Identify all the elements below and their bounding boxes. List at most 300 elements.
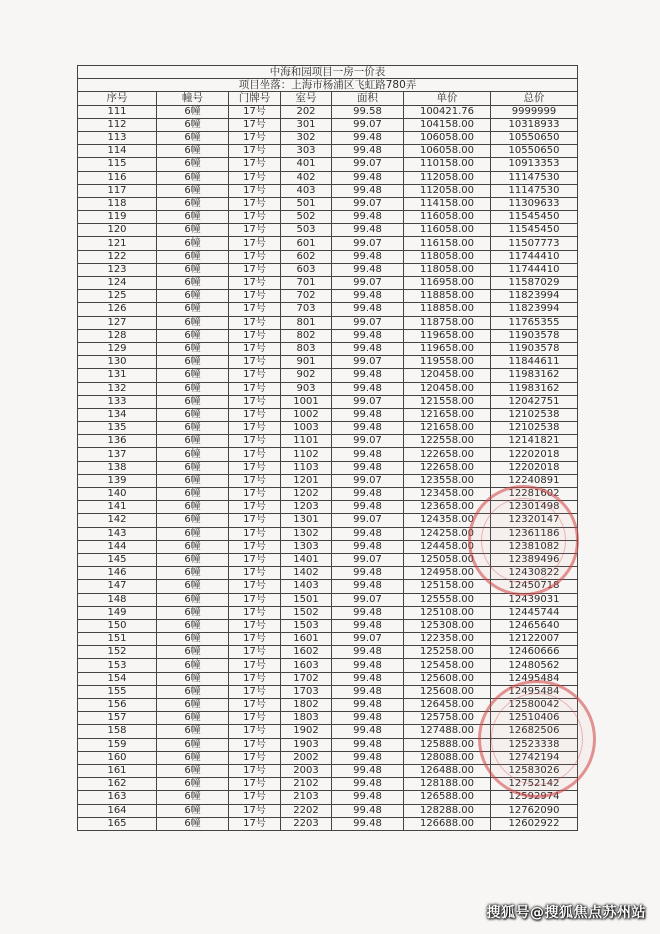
cell-building: 6幢 (157, 303, 229, 316)
table-row (78, 303, 578, 316)
cell-building: 6幢 (157, 817, 229, 830)
cell-total-price: 12523338 (491, 738, 578, 751)
table-row (78, 659, 578, 672)
cell-serial: 150 (78, 619, 157, 632)
cell-room: 2202 (281, 804, 332, 817)
cell-area: 99.48 (332, 145, 404, 158)
project-location: 项目坐落：上海市杨浦区飞虹路780弄 (78, 79, 578, 92)
cell-door-number: 17号 (229, 290, 281, 303)
cell-serial: 147 (78, 580, 157, 593)
cell-total-price: 12742194 (491, 751, 578, 764)
cell-area: 99.48 (332, 184, 404, 197)
cell-door-number: 17号 (229, 817, 281, 830)
cell-building: 6幢 (157, 448, 229, 461)
table-row (78, 791, 578, 804)
cell-serial: 111 (78, 105, 157, 118)
table-row (78, 290, 578, 303)
cell-serial: 137 (78, 448, 157, 461)
cell-door-number: 17号 (229, 751, 281, 764)
cell-area: 99.48 (332, 408, 404, 421)
cell-door-number: 17号 (229, 778, 281, 791)
table-row (78, 435, 578, 448)
cell-unit-price: 119658.00 (404, 329, 491, 342)
cell-unit-price: 125608.00 (404, 672, 491, 685)
cell-area: 99.48 (332, 342, 404, 355)
cell-total-price: 12320147 (491, 514, 578, 527)
table-row (78, 197, 578, 210)
cell-serial: 165 (78, 817, 157, 830)
cell-total-price: 11844611 (491, 356, 578, 369)
cell-room: 2102 (281, 778, 332, 791)
cell-total-price: 12202018 (491, 448, 578, 461)
cell-room: 1301 (281, 514, 332, 527)
cell-unit-price: 116058.00 (404, 211, 491, 224)
cell-door-number: 17号 (229, 527, 281, 540)
cell-room: 403 (281, 184, 332, 197)
cell-room: 2103 (281, 791, 332, 804)
cell-door-number: 17号 (229, 263, 281, 276)
cell-door-number: 17号 (229, 158, 281, 171)
cell-room: 1302 (281, 527, 332, 540)
cell-serial: 127 (78, 316, 157, 329)
cell-door-number: 17号 (229, 184, 281, 197)
cell-room: 1101 (281, 435, 332, 448)
cell-total-price: 12495484 (491, 672, 578, 685)
cell-door-number: 17号 (229, 461, 281, 474)
table-row (78, 224, 578, 237)
table-row (78, 211, 578, 224)
cell-room: 503 (281, 224, 332, 237)
cell-total-price: 12102538 (491, 422, 578, 435)
cell-unit-price: 121558.00 (404, 395, 491, 408)
cell-building: 6幢 (157, 672, 229, 685)
cell-unit-price: 128288.00 (404, 804, 491, 817)
cell-serial: 126 (78, 303, 157, 316)
cell-total-price: 10550650 (491, 131, 578, 144)
cell-serial: 149 (78, 606, 157, 619)
cell-room: 1402 (281, 567, 332, 580)
cell-total-price: 11765355 (491, 316, 578, 329)
cell-room: 1203 (281, 501, 332, 514)
cell-serial: 143 (78, 527, 157, 540)
cell-total-price: 12445744 (491, 606, 578, 619)
cell-room: 1602 (281, 646, 332, 659)
cell-total-price: 12465640 (491, 619, 578, 632)
cell-room: 1802 (281, 699, 332, 712)
cell-area: 99.48 (332, 303, 404, 316)
cell-unit-price: 116158.00 (404, 237, 491, 250)
cell-area: 99.07 (332, 395, 404, 408)
cell-building: 6幢 (157, 751, 229, 764)
cell-room: 1001 (281, 395, 332, 408)
cell-serial: 148 (78, 593, 157, 606)
cell-door-number: 17号 (229, 764, 281, 777)
cell-area: 99.48 (332, 804, 404, 817)
cell-area: 99.07 (332, 435, 404, 448)
cell-building: 6幢 (157, 395, 229, 408)
cell-room: 1202 (281, 488, 332, 501)
cell-door-number: 17号 (229, 606, 281, 619)
cell-building: 6幢 (157, 778, 229, 791)
cell-serial: 142 (78, 514, 157, 527)
table-row (78, 633, 578, 646)
cell-total-price: 12480562 (491, 659, 578, 672)
cell-serial: 144 (78, 540, 157, 553)
cell-door-number: 17号 (229, 105, 281, 118)
cell-serial: 115 (78, 158, 157, 171)
cell-room: 1903 (281, 738, 332, 751)
cell-building: 6幢 (157, 329, 229, 342)
cell-unit-price: 126458.00 (404, 699, 491, 712)
cell-area: 99.48 (332, 672, 404, 685)
cell-building: 6幢 (157, 250, 229, 263)
cell-room: 2203 (281, 817, 332, 830)
cell-room: 1303 (281, 540, 332, 553)
table-row (78, 263, 578, 276)
official-seal-stamp (468, 485, 579, 596)
cell-door-number: 17号 (229, 567, 281, 580)
cell-room: 603 (281, 263, 332, 276)
cell-unit-price: 123458.00 (404, 488, 491, 501)
cell-building: 6幢 (157, 145, 229, 158)
cell-area: 99.07 (332, 593, 404, 606)
cell-serial: 138 (78, 461, 157, 474)
cell-building: 6幢 (157, 408, 229, 421)
cell-room: 1803 (281, 712, 332, 725)
cell-area: 99.48 (332, 448, 404, 461)
cell-building: 6幢 (157, 356, 229, 369)
cell-serial: 153 (78, 659, 157, 672)
cell-unit-price: 121658.00 (404, 422, 491, 435)
cell-total-price: 11744410 (491, 263, 578, 276)
cell-building: 6幢 (157, 461, 229, 474)
cell-serial: 120 (78, 224, 157, 237)
cell-area: 99.07 (332, 118, 404, 131)
cell-area: 99.48 (332, 211, 404, 224)
cell-area: 99.48 (332, 224, 404, 237)
cell-total-price: 12281602 (491, 488, 578, 501)
cell-total-price: 11587029 (491, 277, 578, 290)
cell-door-number: 17号 (229, 277, 281, 290)
cell-unit-price: 119558.00 (404, 356, 491, 369)
cell-room: 902 (281, 369, 332, 382)
cell-unit-price: 124258.00 (404, 527, 491, 540)
cell-serial: 141 (78, 501, 157, 514)
table-row (78, 422, 578, 435)
cell-serial: 113 (78, 131, 157, 144)
cell-room: 701 (281, 277, 332, 290)
cell-unit-price: 125058.00 (404, 553, 491, 566)
cell-building: 6幢 (157, 369, 229, 382)
cell-building: 6幢 (157, 514, 229, 527)
cell-serial: 158 (78, 725, 157, 738)
cell-area: 99.48 (332, 817, 404, 830)
header-row (78, 92, 578, 105)
cell-door-number: 17号 (229, 145, 281, 158)
cell-area: 99.48 (332, 250, 404, 263)
cell-area: 99.48 (332, 764, 404, 777)
cell-unit-price: 112058.00 (404, 171, 491, 184)
cell-total-price: 11147530 (491, 171, 578, 184)
cell-room: 901 (281, 356, 332, 369)
cell-room: 802 (281, 329, 332, 342)
cell-area: 99.48 (332, 725, 404, 738)
cell-area: 99.48 (332, 685, 404, 698)
cell-serial: 130 (78, 356, 157, 369)
cell-door-number: 17号 (229, 237, 281, 250)
cell-door-number: 17号 (229, 646, 281, 659)
cell-unit-price: 104158.00 (404, 118, 491, 131)
cell-serial: 146 (78, 567, 157, 580)
cell-door-number: 17号 (229, 131, 281, 144)
cell-serial: 155 (78, 685, 157, 698)
cell-building: 6幢 (157, 580, 229, 593)
cell-door-number: 17号 (229, 197, 281, 210)
cell-unit-price: 128088.00 (404, 751, 491, 764)
cell-total-price: 12752142 (491, 778, 578, 791)
cell-building: 6幢 (157, 316, 229, 329)
table-row (78, 619, 578, 632)
cell-room: 1501 (281, 593, 332, 606)
header-serial: 序号 (78, 92, 157, 105)
cell-building: 6幢 (157, 725, 229, 738)
cell-unit-price: 122658.00 (404, 448, 491, 461)
cell-unit-price: 120458.00 (404, 369, 491, 382)
cell-building: 6幢 (157, 646, 229, 659)
cell-unit-price: 106058.00 (404, 145, 491, 158)
cell-building: 6幢 (157, 685, 229, 698)
cell-building: 6幢 (157, 540, 229, 553)
cell-door-number: 17号 (229, 211, 281, 224)
cell-area: 99.48 (332, 422, 404, 435)
cell-door-number: 17号 (229, 553, 281, 566)
cell-total-price: 12602922 (491, 817, 578, 830)
cell-serial: 118 (78, 197, 157, 210)
cell-area: 99.48 (332, 712, 404, 725)
cell-unit-price: 126488.00 (404, 764, 491, 777)
cell-total-price: 12450718 (491, 580, 578, 593)
cell-area: 99.48 (332, 659, 404, 672)
cell-room: 1003 (281, 422, 332, 435)
table-row (78, 342, 578, 355)
cell-door-number: 17号 (229, 672, 281, 685)
cell-area: 99.48 (332, 171, 404, 184)
cell-total-price: 10318933 (491, 118, 578, 131)
cell-room: 601 (281, 237, 332, 250)
cell-room: 1002 (281, 408, 332, 421)
cell-unit-price: 122358.00 (404, 633, 491, 646)
watermark-text: 搜狐号@搜狐焦点苏州站 (486, 905, 646, 921)
cell-unit-price: 128188.00 (404, 778, 491, 791)
cell-door-number: 17号 (229, 422, 281, 435)
table-row (78, 448, 578, 461)
cell-area: 99.48 (332, 699, 404, 712)
cell-door-number: 17号 (229, 329, 281, 342)
cell-room: 401 (281, 158, 332, 171)
table-row (78, 184, 578, 197)
cell-room: 202 (281, 105, 332, 118)
cell-total-price: 12102538 (491, 408, 578, 421)
cell-area: 99.07 (332, 237, 404, 250)
cell-serial: 117 (78, 184, 157, 197)
cell-building: 6幢 (157, 422, 229, 435)
cell-unit-price: 123558.00 (404, 474, 491, 487)
cell-unit-price: 125158.00 (404, 580, 491, 593)
cell-building: 6幢 (157, 211, 229, 224)
cell-area: 99.07 (332, 316, 404, 329)
table-row (78, 131, 578, 144)
cell-building: 6幢 (157, 659, 229, 672)
cell-total-price: 11983162 (491, 382, 578, 395)
cell-unit-price: 110158.00 (404, 158, 491, 171)
cell-room: 903 (281, 382, 332, 395)
cell-unit-price: 114158.00 (404, 197, 491, 210)
cell-room: 803 (281, 342, 332, 355)
cell-door-number: 17号 (229, 540, 281, 553)
header-room: 室号 (281, 92, 332, 105)
table-row (78, 158, 578, 171)
cell-room: 703 (281, 303, 332, 316)
cell-unit-price: 124958.00 (404, 567, 491, 580)
header-building: 幢号 (157, 92, 229, 105)
cell-room: 303 (281, 145, 332, 158)
cell-total-price: 12141821 (491, 435, 578, 448)
cell-unit-price: 125608.00 (404, 685, 491, 698)
cell-building: 6幢 (157, 118, 229, 131)
table-row (78, 171, 578, 184)
cell-door-number: 17号 (229, 501, 281, 514)
cell-serial: 163 (78, 791, 157, 804)
cell-door-number: 17号 (229, 395, 281, 408)
cell-door-number: 17号 (229, 488, 281, 501)
cell-serial: 124 (78, 277, 157, 290)
cell-unit-price: 119658.00 (404, 342, 491, 355)
cell-area: 99.48 (332, 501, 404, 514)
cell-total-price: 12389496 (491, 553, 578, 566)
cell-serial: 156 (78, 699, 157, 712)
cell-area: 99.07 (332, 514, 404, 527)
cell-area: 99.48 (332, 369, 404, 382)
cell-area: 99.07 (332, 277, 404, 290)
cell-door-number: 17号 (229, 224, 281, 237)
cell-total-price: 12301498 (491, 501, 578, 514)
cell-area: 99.48 (332, 263, 404, 276)
cell-building: 6幢 (157, 290, 229, 303)
table-row (78, 277, 578, 290)
cell-door-number: 17号 (229, 118, 281, 131)
table-row (78, 395, 578, 408)
cell-door-number: 17号 (229, 356, 281, 369)
cell-door-number: 17号 (229, 369, 281, 382)
cell-total-price: 10550650 (491, 145, 578, 158)
cell-door-number: 17号 (229, 659, 281, 672)
cell-door-number: 17号 (229, 303, 281, 316)
cell-building: 6幢 (157, 171, 229, 184)
cell-door-number: 17号 (229, 593, 281, 606)
cell-total-price: 11903578 (491, 342, 578, 355)
cell-total-price: 11309633 (491, 197, 578, 210)
cell-area: 99.48 (332, 488, 404, 501)
cell-room: 1503 (281, 619, 332, 632)
cell-unit-price: 125558.00 (404, 593, 491, 606)
header-unit-price: 单价 (404, 92, 491, 105)
cell-building: 6幢 (157, 342, 229, 355)
cell-total-price: 12381082 (491, 540, 578, 553)
cell-serial: 125 (78, 290, 157, 303)
table-title: 中海和园项目一房一价表 (78, 66, 578, 79)
cell-door-number: 17号 (229, 250, 281, 263)
cell-serial: 128 (78, 329, 157, 342)
cell-room: 1603 (281, 659, 332, 672)
cell-building: 6幢 (157, 633, 229, 646)
cell-building: 6幢 (157, 488, 229, 501)
cell-area: 99.48 (332, 791, 404, 804)
cell-door-number: 17号 (229, 382, 281, 395)
cell-unit-price: 116958.00 (404, 277, 491, 290)
cell-total-price: 12583026 (491, 764, 578, 777)
cell-door-number: 17号 (229, 619, 281, 632)
cell-serial: 151 (78, 633, 157, 646)
cell-total-price: 11823994 (491, 290, 578, 303)
cell-room: 1702 (281, 672, 332, 685)
cell-building: 6幢 (157, 501, 229, 514)
cell-area: 99.48 (332, 646, 404, 659)
cell-room: 2003 (281, 764, 332, 777)
cell-door-number: 17号 (229, 316, 281, 329)
cell-building: 6幢 (157, 804, 229, 817)
cell-room: 2002 (281, 751, 332, 764)
cell-unit-price: 122658.00 (404, 461, 491, 474)
cell-room: 1703 (281, 685, 332, 698)
table-row (78, 329, 578, 342)
cell-room: 302 (281, 131, 332, 144)
cell-building: 6幢 (157, 699, 229, 712)
cell-building: 6幢 (157, 224, 229, 237)
cell-area: 99.07 (332, 553, 404, 566)
cell-unit-price: 126588.00 (404, 791, 491, 804)
cell-total-price: 12439031 (491, 593, 578, 606)
cell-unit-price: 126688.00 (404, 817, 491, 830)
cell-door-number: 17号 (229, 580, 281, 593)
cell-area: 99.48 (332, 382, 404, 395)
cell-door-number: 17号 (229, 514, 281, 527)
cell-building: 6幢 (157, 619, 229, 632)
cell-serial: 140 (78, 488, 157, 501)
table-row (78, 646, 578, 659)
cell-serial: 161 (78, 764, 157, 777)
cell-unit-price: 120458.00 (404, 382, 491, 395)
cell-area: 99.07 (332, 474, 404, 487)
cell-area: 99.48 (332, 290, 404, 303)
cell-total-price: 12430822 (491, 567, 578, 580)
cell-building: 6幢 (157, 435, 229, 448)
cell-building: 6幢 (157, 593, 229, 606)
table-row (78, 382, 578, 395)
cell-room: 301 (281, 118, 332, 131)
cell-area: 99.07 (332, 356, 404, 369)
cell-area: 99.48 (332, 751, 404, 764)
cell-door-number: 17号 (229, 685, 281, 698)
cell-unit-price: 121658.00 (404, 408, 491, 421)
cell-unit-price: 125758.00 (404, 712, 491, 725)
cell-total-price: 11545450 (491, 224, 578, 237)
table-row (78, 474, 578, 487)
header-door-number: 门牌号 (229, 92, 281, 105)
cell-area: 99.48 (332, 540, 404, 553)
cell-total-price: 11545450 (491, 211, 578, 224)
cell-room: 801 (281, 316, 332, 329)
cell-room: 702 (281, 290, 332, 303)
